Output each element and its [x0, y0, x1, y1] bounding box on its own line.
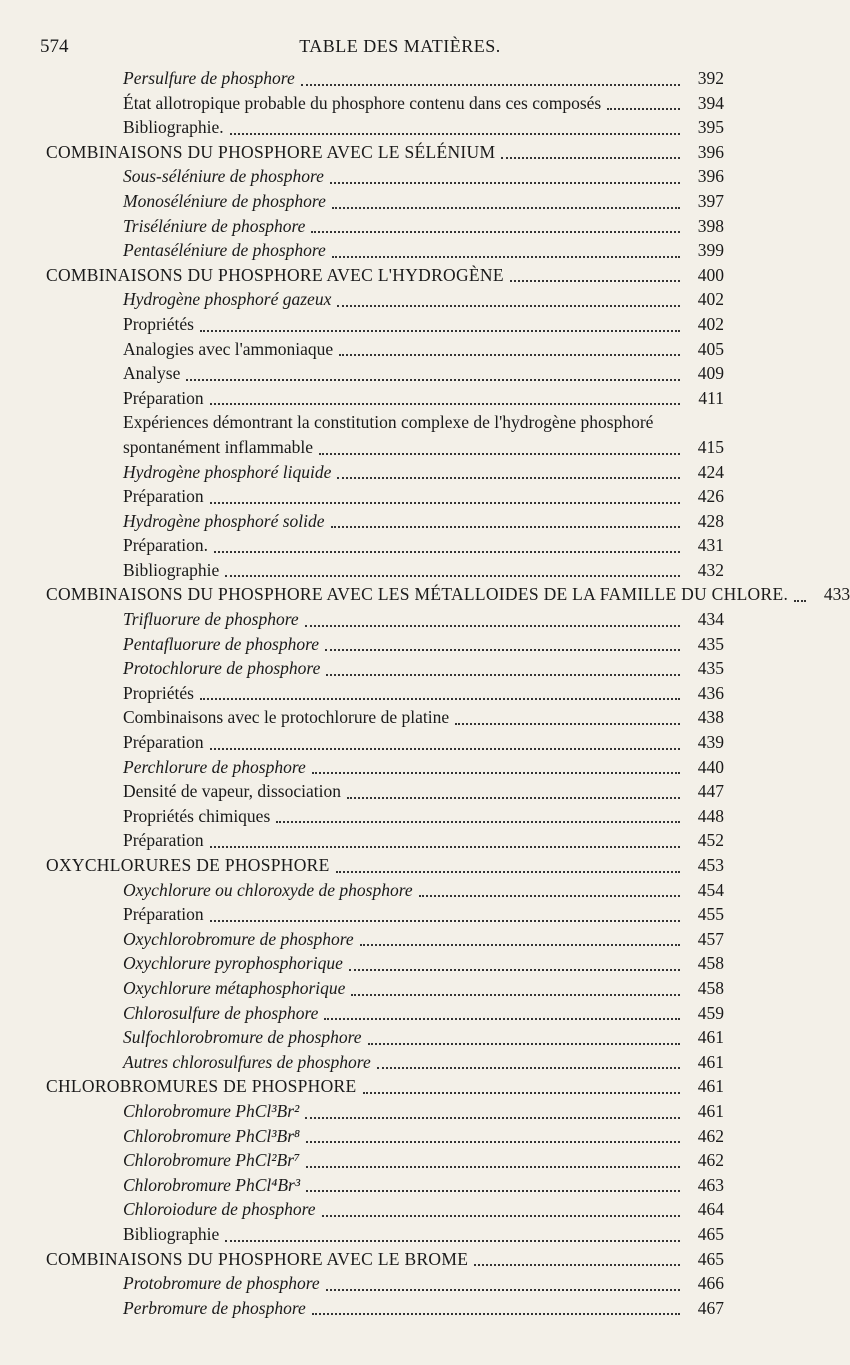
toc-entry — [40, 115, 724, 140]
toc-page-number: 458 — [697, 953, 724, 974]
toc-page-number: 453 — [697, 855, 724, 875]
toc-page-number: 435 — [697, 633, 724, 654]
toc-entry — [40, 828, 724, 853]
toc-entry-label: Oxychlorure métaphosphorique — [123, 977, 346, 998]
toc-entry — [40, 91, 724, 116]
toc-page-number: 457 — [697, 928, 724, 949]
dot-leader — [332, 193, 680, 209]
toc-entry-label: COMBINAISONS DU PHOSPHORE AVEC LES MÉTALLOIDES DE LA FAMILLE DU CHLORE. — [46, 584, 789, 605]
toc-page-number: 461 — [697, 1027, 724, 1048]
toc-entry-label: Hydrogène phosphoré solide — [123, 510, 325, 531]
toc-entry-label: Monoséléniure de phosphore — [123, 190, 326, 211]
dot-leader — [306, 1152, 680, 1168]
toc-entry-label: spontanément inflammable — [123, 436, 314, 457]
dot-leader — [311, 217, 680, 233]
running-title: TABLE DES MATIÈRES. — [299, 36, 501, 56]
toc-entry — [40, 361, 724, 386]
toc-entry-label: Préparation — [123, 830, 204, 851]
toc-entry — [40, 1197, 724, 1222]
dot-leader — [331, 512, 680, 528]
toc-entry — [40, 705, 724, 730]
page-header — [40, 36, 760, 66]
toc-entry-label: Densité de vapeur, dissociation — [123, 781, 341, 802]
toc-entry — [40, 779, 724, 804]
toc-entry — [40, 1124, 724, 1149]
dot-leader — [332, 242, 680, 258]
toc-page-number: 463 — [697, 1174, 724, 1195]
dot-leader — [312, 758, 680, 774]
table-of-contents — [40, 66, 850, 1320]
toc-entry — [40, 656, 724, 681]
dot-leader — [360, 930, 680, 946]
toc-entry — [40, 1173, 724, 1198]
toc-page-number: 402 — [697, 313, 724, 334]
toc-entry — [40, 238, 724, 263]
toc-section-heading — [40, 140, 724, 165]
toc-page-number: 462 — [697, 1125, 724, 1146]
toc-page-number: 409 — [697, 363, 724, 384]
toc-page-number: 439 — [697, 732, 724, 753]
toc-entry-label: Préparation — [123, 486, 204, 507]
toc-page-number: 458 — [697, 977, 724, 998]
dot-leader — [322, 1201, 681, 1217]
toc-page-number: 461 — [697, 1051, 724, 1072]
toc-page-number: 396 — [697, 166, 724, 187]
toc-entry-label: Chlorobromure PhCl³Br² — [123, 1100, 300, 1121]
toc-page-number: 392 — [697, 68, 724, 88]
toc-section-heading — [40, 582, 850, 607]
dot-leader — [326, 660, 680, 676]
toc-entry — [40, 558, 724, 583]
toc-entry-label: Perbromure de phosphore — [123, 1297, 306, 1318]
toc-entry-label: Bibliographie. — [123, 117, 224, 138]
dot-leader — [326, 1275, 680, 1291]
toc-section-heading — [40, 263, 724, 288]
toc-page-number: 461 — [697, 1100, 724, 1121]
dot-leader — [225, 1226, 680, 1242]
toc-entry-label: Autres chlorosulfures de phosphore — [123, 1051, 371, 1072]
dot-leader — [325, 635, 680, 651]
toc-entry-label: Préparation — [123, 387, 204, 408]
dot-leader — [210, 832, 680, 848]
toc-page-number: 415 — [697, 436, 724, 457]
toc-entry-label: Préparation — [123, 904, 204, 925]
toc-page-number: 467 — [697, 1297, 724, 1318]
dot-leader — [324, 1004, 680, 1020]
toc-entry — [40, 435, 724, 460]
dot-leader — [337, 291, 680, 307]
dot-leader — [351, 980, 680, 996]
toc-page-number: 402 — [697, 289, 724, 310]
dot-leader — [501, 143, 680, 159]
toc-entry-label: Oxychlorobromure de phosphore — [123, 928, 354, 949]
toc-entry-label: Persulfure de phosphore — [123, 68, 295, 88]
dot-leader — [349, 955, 680, 971]
toc-entry — [40, 1271, 724, 1296]
dot-leader — [276, 807, 680, 823]
toc-entry — [40, 1025, 724, 1050]
toc-page-number: 462 — [697, 1150, 724, 1171]
toc-entry — [40, 460, 724, 485]
dot-leader — [474, 1250, 680, 1266]
toc-entry-label: Protobromure de phosphore — [123, 1273, 320, 1294]
dot-leader — [210, 389, 680, 405]
dot-leader — [312, 1299, 680, 1315]
dot-leader — [210, 734, 680, 750]
toc-page-number: 436 — [697, 682, 724, 703]
toc-entry — [40, 755, 724, 780]
toc-page-number: 459 — [697, 1002, 724, 1023]
toc-entry-label: Bibliographie — [123, 1223, 220, 1244]
toc-entry — [40, 1099, 724, 1124]
toc-entry-label: COMBINAISONS DU PHOSPHORE AVEC LE BROME — [46, 1248, 469, 1269]
toc-entry-label: Bibliographie — [123, 559, 220, 580]
toc-entry-label: Propriétés chimiques — [123, 805, 271, 826]
toc-page-number: 465 — [697, 1248, 724, 1269]
toc-entry — [40, 189, 724, 214]
dot-leader — [363, 1078, 680, 1094]
toc-page-number: 433 — [823, 584, 850, 605]
dot-leader — [305, 611, 680, 627]
toc-page-number: 440 — [697, 756, 724, 777]
dot-leader — [319, 439, 680, 455]
toc-entry — [40, 730, 724, 755]
toc-entry — [40, 509, 724, 534]
toc-entry — [40, 902, 724, 927]
toc-entry — [40, 927, 724, 952]
dot-leader — [607, 94, 680, 110]
toc-entry-label: COMBINAISONS DU PHOSPHORE AVEC LE SÉLÉNIUM — [46, 141, 496, 162]
dot-leader — [306, 1176, 680, 1192]
toc-section-heading — [40, 1074, 724, 1099]
toc-entry — [40, 1222, 724, 1247]
dot-leader — [336, 857, 680, 873]
toc-entry-label: Sulfochlorobromure de phosphore — [123, 1027, 362, 1048]
toc-page-number: 399 — [697, 240, 724, 261]
toc-page-number: 405 — [697, 338, 724, 359]
toc-entry — [40, 214, 724, 239]
dot-leader — [200, 316, 680, 332]
toc-entry — [40, 1001, 724, 1026]
toc-entry-label: État allotropique probable du phosphore contenu dans ces composés — [123, 92, 602, 113]
toc-page-number: 455 — [697, 904, 724, 925]
toc-entry-label: Expériences démontrant la constitution complexe de l'hydrogène phosphoré — [123, 412, 654, 433]
toc-entry — [40, 632, 724, 657]
toc-page-number: 424 — [697, 461, 724, 482]
toc-entry-label: Triséléniure de phosphore — [123, 215, 306, 236]
toc-entry-label: Pentafluorure de phosphore — [123, 633, 320, 654]
toc-entry-label: Analyse — [123, 363, 181, 384]
toc-page-number: 448 — [697, 805, 724, 826]
toc-section-heading — [40, 853, 724, 878]
dot-leader — [510, 266, 680, 282]
dot-leader — [230, 119, 680, 135]
toc-entry — [40, 1148, 724, 1173]
toc-page-number: 434 — [697, 609, 724, 630]
dot-leader — [301, 70, 680, 86]
toc-entry — [40, 164, 724, 189]
toc-entry-label: Oxychlorure ou chloroxyde de phosphore — [123, 879, 413, 900]
dot-leader — [225, 561, 680, 577]
toc-entry — [40, 386, 724, 411]
toc-entry — [40, 484, 724, 509]
dot-leader — [214, 537, 680, 553]
toc-entry-label: Pentaséléniure de phosphore — [123, 240, 326, 261]
toc-page-number: 464 — [697, 1199, 724, 1220]
toc-entry — [40, 287, 724, 312]
toc-page-number: 465 — [697, 1223, 724, 1244]
toc-page-number: 435 — [697, 658, 724, 679]
toc-entry — [40, 976, 724, 1001]
toc-entry — [40, 312, 724, 337]
toc-entry — [40, 1050, 724, 1075]
toc-entry — [40, 878, 724, 903]
toc-page-number: 428 — [697, 510, 724, 531]
toc-entry-label: Combinaisons avec le protochlorure de platine — [123, 707, 450, 728]
toc-entry-label: Perchlorure de phosphore — [123, 756, 306, 777]
toc-entry-label: Propriétés — [123, 313, 194, 334]
toc-entry-label: Chlorobromure PhCl⁴Br³ — [123, 1174, 301, 1195]
page-number: 574 — [40, 36, 69, 57]
toc-entry-label: CHLOROBROMURES DE PHOSPHORE — [46, 1076, 357, 1097]
dot-leader — [305, 1103, 680, 1119]
toc-page-number: 447 — [697, 781, 724, 802]
dot-leader — [337, 463, 680, 479]
dot-leader — [200, 684, 680, 700]
toc-page-number: 466 — [697, 1273, 724, 1294]
dot-leader — [330, 168, 680, 184]
toc-page-number: 454 — [697, 879, 724, 900]
toc-page-number: 396 — [697, 141, 724, 162]
toc-entry — [40, 607, 724, 632]
dot-leader — [186, 365, 680, 381]
toc-page-number: 411 — [698, 387, 724, 408]
toc-page-number: 395 — [697, 117, 724, 138]
toc-page-number: 397 — [697, 190, 724, 211]
toc-page-number: 432 — [697, 559, 724, 580]
toc-page-number: 461 — [697, 1076, 724, 1097]
dot-leader — [306, 1127, 680, 1143]
dot-leader — [455, 709, 680, 725]
toc-entry-label: Chlorobromure PhCl²Br⁷ — [123, 1150, 301, 1171]
toc-entry-label: Oxychlorure pyrophosphorique — [123, 953, 343, 974]
toc-page-number: 394 — [697, 92, 724, 113]
toc-page-number: 426 — [697, 486, 724, 507]
toc-entry-label: Hydrogène phosphoré gazeux — [123, 289, 332, 310]
toc-entry — [40, 337, 724, 362]
dot-leader — [210, 906, 680, 922]
dot-leader — [339, 340, 680, 356]
toc-entry-label: Protochlorure de phosphore — [123, 658, 321, 679]
dot-leader — [368, 1029, 681, 1045]
dot-leader — [377, 1053, 680, 1069]
toc-page-number: 398 — [697, 215, 724, 236]
toc-entry-label: Chlorosulfure de phosphore — [123, 1002, 319, 1023]
toc-page-number: 431 — [697, 535, 724, 556]
toc-entry-label: Propriétés — [123, 682, 194, 703]
dot-leader — [794, 586, 806, 602]
toc-page-number: 438 — [697, 707, 724, 728]
dot-leader — [347, 783, 680, 799]
toc-section-heading — [40, 1247, 724, 1272]
dot-leader — [419, 881, 680, 897]
toc-entry — [40, 681, 724, 706]
toc-entry-label: Sous-séléniure de phosphore — [123, 166, 324, 187]
toc-page-number: 452 — [697, 830, 724, 851]
toc-entry — [40, 66, 724, 91]
toc-entry-label: Chloroiodure de phosphore — [123, 1199, 316, 1220]
toc-entry-label: Préparation. — [123, 535, 209, 556]
toc-entry-label: Chlorobromure PhCl³Br⁸ — [123, 1125, 301, 1146]
toc-entry — [40, 804, 724, 829]
dot-leader — [210, 488, 680, 504]
toc-page-number: 400 — [697, 264, 724, 285]
toc-entry — [40, 1296, 724, 1321]
toc-entry-label: OXYCHLORURES DE PHOSPHORE — [46, 855, 330, 875]
toc-entry — [40, 951, 724, 976]
toc-entry-label: Préparation — [123, 732, 204, 753]
toc-entry-label: COMBINAISONS DU PHOSPHORE AVEC L'HYDROGÈNE — [46, 264, 504, 285]
toc-entry-label: Trifluorure de phosphore — [123, 609, 299, 630]
toc-entry — [40, 533, 724, 558]
toc-entry — [40, 410, 724, 435]
toc-entry-label: Hydrogène phosphoré liquide — [123, 461, 332, 482]
toc-entry-label: Analogies avec l'ammoniaque — [123, 338, 334, 359]
